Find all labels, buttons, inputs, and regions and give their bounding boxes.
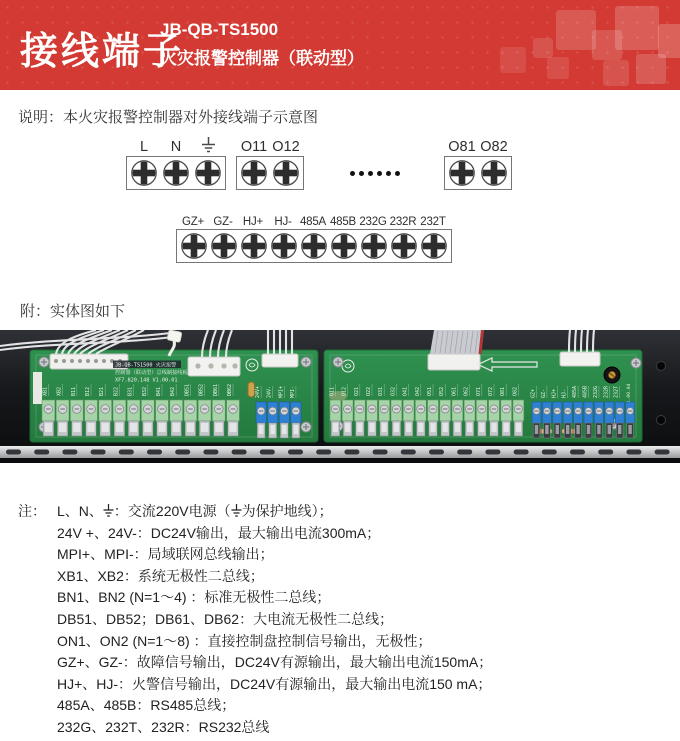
description-text: 说明：本火灾报警控制器对外接线端子示意图 xyxy=(18,109,319,126)
board-sticker xyxy=(33,372,42,404)
screw-terminal-icon xyxy=(481,160,507,186)
ground-symbol-icon xyxy=(103,504,114,517)
pcb-terminal-label: O81 xyxy=(500,386,507,396)
pcb-terminal-label: O52 xyxy=(439,386,446,396)
terminal-labels-row xyxy=(126,135,226,155)
pcb-terminal-label: O41 xyxy=(402,386,409,396)
screw-terminal-icon xyxy=(331,233,357,259)
terminal-group-power xyxy=(126,135,226,190)
pcb-terminal-label: DB52 xyxy=(198,383,205,396)
pcb-terminal-block xyxy=(626,402,635,438)
chassis-hole xyxy=(657,416,666,425)
dot xyxy=(350,171,355,176)
terminal-label: GZ- xyxy=(213,216,233,228)
terminal-label: GZ+ xyxy=(181,216,205,228)
fuse xyxy=(248,382,255,397)
terminal-label: O82 xyxy=(480,139,508,155)
decor-square xyxy=(658,24,680,58)
pcb-terminal-label: O32 xyxy=(390,386,397,396)
screw-terminal-icon xyxy=(131,160,157,186)
note-line: XB1、XB2：系统无极性二总线； xyxy=(57,567,264,584)
terminal-label xyxy=(192,135,224,155)
pcb-terminal-label: B31 xyxy=(127,386,134,396)
terminal-label: N xyxy=(170,139,182,155)
screw-terminal-icon xyxy=(391,233,417,259)
pcb-terminal-label: HJ- xyxy=(561,388,568,398)
screw-terminal-icon xyxy=(195,160,221,186)
pcb-terminal-label: O71 xyxy=(475,386,482,396)
terminal-labels-row xyxy=(176,212,452,228)
screw-terminal-icon xyxy=(273,160,299,186)
screw-terminal-icon xyxy=(241,160,267,186)
notes-lines xyxy=(57,501,492,739)
dot xyxy=(395,171,400,176)
dot xyxy=(377,171,382,176)
terminal-label: 232T xyxy=(420,216,446,228)
decor-square xyxy=(615,6,659,50)
terminal-label: HJ+ xyxy=(242,216,264,228)
pcb-terminal-label: 232T xyxy=(613,385,620,398)
pcb-terminal-label: DB62 xyxy=(227,383,233,396)
terminal-box xyxy=(126,156,226,190)
screw-terminal-icon xyxy=(163,160,189,186)
pcb-terminal-label: O82 xyxy=(512,386,519,396)
note-line: MPI+、MPI-：局域联网总线输出； xyxy=(57,546,274,563)
decor-square xyxy=(547,57,569,79)
product-model: JB-QB-TS1500 xyxy=(160,20,279,39)
note-line: 485A、485B：RS485总线； xyxy=(57,697,236,714)
silkscreen-line2: 控制器（联动型）总线制接线板 xyxy=(115,370,188,376)
terminal-label: O81 xyxy=(448,139,476,155)
pcb-terminal-label: MPI+ xyxy=(278,385,285,398)
note-line: BN1、BN2 (N=1～4) ：标准无极性二总线； xyxy=(57,589,331,606)
right-pcb-board xyxy=(324,350,642,442)
decor-square xyxy=(603,60,629,86)
ground-symbol-icon xyxy=(201,136,216,153)
pcb-terminal-label: O62 xyxy=(463,386,470,396)
screw-terminal-icon xyxy=(301,233,327,259)
pcb-terminal-label: O11 xyxy=(329,386,336,396)
pcb-terminal-label: GZ+ xyxy=(530,388,537,398)
pcb-terminal-label: O31 xyxy=(378,386,385,396)
pcb-terminal-label: O22 xyxy=(366,386,372,396)
decor-square xyxy=(533,38,553,58)
notes-prefix: 注： xyxy=(18,503,46,519)
pcb-terminal-label: O12 xyxy=(341,386,348,396)
left-pcb-board xyxy=(30,350,318,442)
dot xyxy=(368,171,373,176)
pcb-terminal-label: 24V- xyxy=(266,385,273,398)
screw-terminal-icon xyxy=(449,160,475,186)
pcb-terminal-label: XB1 xyxy=(42,386,49,396)
ribbon-cable xyxy=(430,330,484,354)
screw-terminal-icon xyxy=(241,233,267,259)
dot xyxy=(359,171,364,176)
terminal-label: O12 xyxy=(272,139,300,155)
pcb-terminal-label: B11 xyxy=(70,386,77,396)
decor-square xyxy=(636,54,666,84)
silkscreen-line3: XF7.820.148 V1.00.01 xyxy=(115,377,178,384)
connector-right xyxy=(560,352,600,366)
chassis-hole xyxy=(657,362,666,371)
terminal-label: 232R xyxy=(389,216,417,228)
attachment-label: 附：实体图如下 xyxy=(20,303,126,320)
pcb-terminal-label: O72 xyxy=(488,386,494,396)
dot xyxy=(386,171,391,176)
terminal-label: L xyxy=(139,139,149,155)
screw-terminal-icon xyxy=(421,233,447,259)
pcb-terminal-label: 232R xyxy=(603,385,610,398)
terminal-box xyxy=(176,229,452,263)
terminal-labels-row xyxy=(444,135,512,155)
pcb-terminal-label: B12 xyxy=(85,386,91,396)
pcb-terminal-label: DB51 xyxy=(184,383,191,396)
screw xyxy=(39,357,49,367)
pcb-terminal-label: 485A xyxy=(572,385,579,398)
pcb-terminal-label: O42 xyxy=(414,386,421,396)
pcb-terminal-label: O61 xyxy=(451,386,458,396)
note-line: L、N、 ：交流220V电源（ 为保护地线）； xyxy=(57,503,333,519)
pcb-terminal-label: B22 xyxy=(113,386,120,396)
note-line: 24V +、24V-：DC24V输出，最大输出电流300mA； xyxy=(57,524,381,541)
pcb-terminal-label: B42 xyxy=(170,386,177,396)
pcb-terminal-label: DB61 xyxy=(212,383,219,396)
pcb-terminal-label: B32 xyxy=(141,386,148,396)
terminal-label: 232G xyxy=(359,216,387,228)
screw xyxy=(333,357,343,367)
note-line: GZ+、GZ-：故障信号输出，DC24V有源输出，最大输出电流150mA； xyxy=(57,654,493,671)
terminal-group-o81-o82 xyxy=(444,135,512,190)
product-photo xyxy=(0,330,680,463)
note-line: ON1、ON2 (N=1～8) ：直接控制盘控制信号输出，无极性； xyxy=(57,632,432,649)
product-subtitle: 火灾报警控制器（联动型） xyxy=(160,49,364,68)
silkscreen-line1: JB-QB-TS1500 火灾报警 xyxy=(115,362,177,369)
pcb-terminal-label: O21 xyxy=(353,386,360,396)
decor-square xyxy=(556,10,596,50)
screw xyxy=(631,358,641,368)
note-line: HJ+、HJ-：火警信号输出，DC24V有源输出，最大输出电流150 mA； xyxy=(57,675,492,692)
terminal-box xyxy=(236,156,304,190)
pcb-terminal-label: HJ+ xyxy=(551,388,558,398)
header-banner xyxy=(0,0,680,90)
pcb-terminal-label: MPI- xyxy=(289,385,296,398)
screw xyxy=(301,357,311,367)
pcb-terminal-label: B41 xyxy=(156,386,162,396)
screw xyxy=(301,422,311,432)
terminal-label: 485A xyxy=(299,216,327,228)
terminal-label: 485B xyxy=(329,216,357,228)
terminal-group-o11-o12 xyxy=(236,135,304,190)
note-line: DB51、DB52；DB61、DB62：大电流无极性二总线； xyxy=(57,610,394,627)
notes-section xyxy=(18,501,492,739)
ground-symbol-icon xyxy=(231,504,242,517)
ribbon-connector xyxy=(428,354,480,370)
terminal-group-signal xyxy=(176,212,452,263)
terminal-labels-row xyxy=(236,135,304,155)
pcb-terminal-label: 24V+ xyxy=(255,385,262,398)
page-title: 接线端子 xyxy=(20,31,185,73)
connector-x2 xyxy=(262,354,298,367)
note-line: 232G、232T、232R：RS232总线 xyxy=(57,718,270,735)
pcb-terminal-label: B21 xyxy=(99,386,106,396)
terminal-label: HJ- xyxy=(274,216,292,228)
decor-square xyxy=(500,47,526,73)
ellipsis-dots xyxy=(350,171,400,176)
terminal-box xyxy=(444,156,512,190)
pcb-terminal-label: XB2 xyxy=(56,386,63,396)
terminal-label: O11 xyxy=(240,139,268,155)
screw-terminal-icon xyxy=(181,233,207,259)
pcb-terminal-label: GZ- xyxy=(540,388,547,398)
screw-terminal-icon xyxy=(211,233,237,259)
pcb-terminal-label: O51 xyxy=(427,386,433,396)
pcb-terminal-label: 232G xyxy=(592,385,599,398)
pcb-terminal-label: 485B xyxy=(582,385,589,398)
screw-terminal-icon xyxy=(271,233,297,259)
screw-terminal-icon xyxy=(361,233,387,259)
